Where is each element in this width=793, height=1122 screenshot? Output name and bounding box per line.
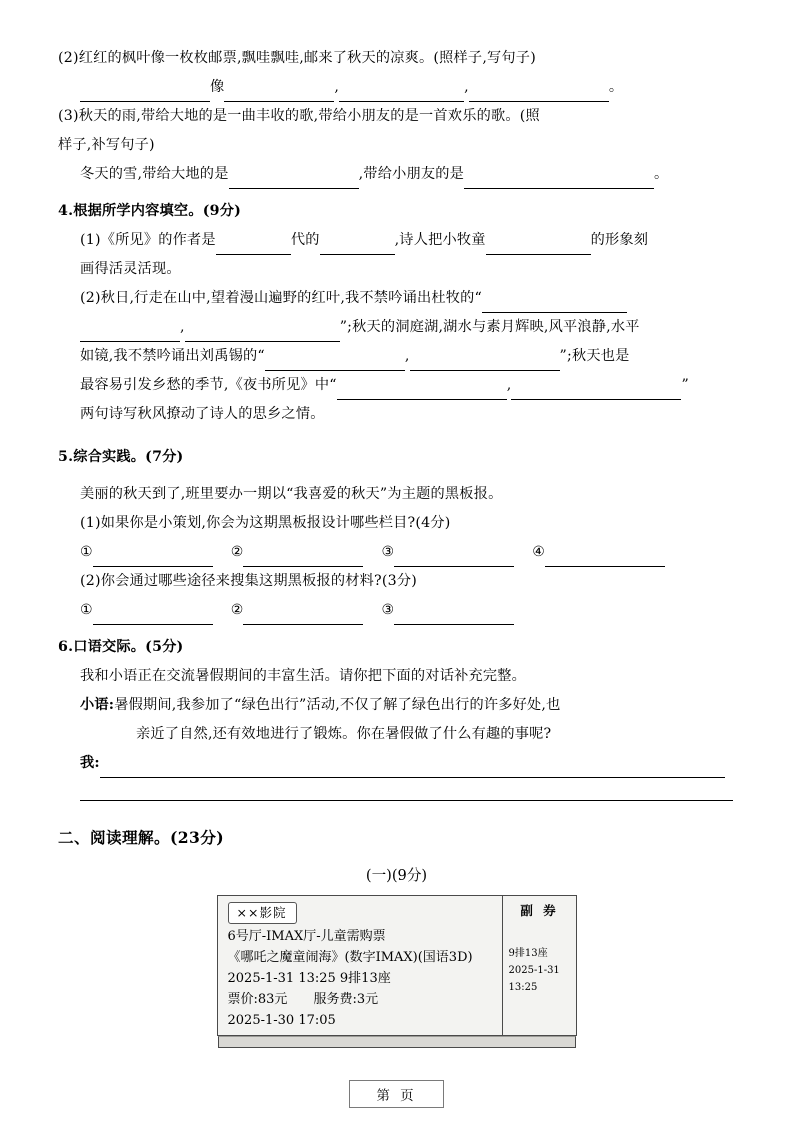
question-4-item-1-cont: 画得活灵活现。 <box>80 261 181 277</box>
blank-marker: ④ <box>532 544 545 560</box>
question-4-item-2-line4 <box>58 371 735 400</box>
question-4-number: 4. <box>58 203 74 219</box>
answer-blank[interactable] <box>224 85 334 102</box>
question-6-title: 口语交际。(5分) <box>73 639 184 655</box>
question-5-heading <box>58 443 735 472</box>
question-4-item-2-line2 <box>58 313 735 342</box>
answer-blank[interactable] <box>93 608 213 625</box>
blank-group-1 <box>80 538 213 567</box>
answer-prefix: 像 <box>210 79 225 95</box>
answer-blank[interactable] <box>394 550 514 567</box>
comma: , <box>180 319 185 335</box>
item-text: ”;秋天也是 <box>559 348 630 364</box>
item-text: 的形象刻 <box>590 232 649 248</box>
question-5-sub2: (2)你会通过哪些途径来搜集这期黑板报的材料?(3分) <box>80 573 417 589</box>
comma: , <box>464 79 469 95</box>
question-2-stem: (2)红红的枫叶像一枚枚邮票,飘哇飘哇,邮来了秋天的凉爽。(照样子,写句子) <box>58 50 536 66</box>
answer-blank[interactable] <box>464 172 654 189</box>
item-text: 如镜,我不禁吟诵出刘禹锡的“ <box>80 348 265 364</box>
question-4-heading <box>58 197 735 226</box>
question-6-number: 6. <box>58 639 74 655</box>
blank-marker: ② <box>230 544 244 560</box>
question-3-stem-line2: 样子,补写句子) <box>58 137 155 153</box>
item-text: ”;秋天的洞庭湖,湖水与素月辉映,风平浪静,水平 <box>339 319 640 335</box>
item-text: ,诗人把小牧童 <box>394 232 486 248</box>
item-text: (1)《所见》的作者是 <box>80 232 216 248</box>
question-4-title: 根据所学内容填空。(9分) <box>73 203 241 219</box>
question-2-answer-row <box>58 73 735 102</box>
answer-blank[interactable] <box>243 608 363 625</box>
ticket-print-time: 2025-1-30 17:05 <box>227 1013 336 1028</box>
blank-marker: ② <box>230 602 244 618</box>
stub-seat: 9排13座 <box>508 948 548 959</box>
blank-marker: ① <box>80 544 93 560</box>
answer-text-b: ,带给小朋友的是 <box>358 166 465 182</box>
answer-blank[interactable] <box>320 238 395 255</box>
answer-blank[interactable] <box>80 325 180 342</box>
blank-marker: ③ <box>381 544 395 560</box>
stub-title: 副 券 <box>520 903 559 918</box>
question-5-sub1: (1)如果你是小策划,你会为这期黑板报设计哪些栏目?(4分) <box>80 515 451 531</box>
question-3-stem-line1: (3)秋天的雨,带给大地的是一曲丰收的歌,带给小朋友的是一首欢乐的歌。(照 <box>58 108 540 124</box>
blank-group-3 <box>363 596 514 625</box>
speaker-xiaoyu-label: 小语: <box>80 697 115 713</box>
answer-blank[interactable] <box>394 608 514 625</box>
blank-group-2 <box>213 538 364 567</box>
answer-blank[interactable] <box>337 383 507 400</box>
question-6-heading <box>58 633 735 662</box>
page-number-label: 第 页 <box>349 1080 443 1108</box>
blank-group-3 <box>363 538 514 567</box>
page-footer <box>0 1080 793 1108</box>
question-5-intro: 美丽的秋天到了,班里要办一期以“我喜爱的秋天”为主题的黑板报。 <box>80 486 503 502</box>
item-text: 最容易引发乡愁的季节,《夜书所见》中“ <box>80 377 337 393</box>
answer-blank[interactable] <box>216 238 291 255</box>
ticket-price-row <box>228 989 494 1010</box>
period: 。 <box>608 79 624 95</box>
item-text: 代的 <box>290 232 320 248</box>
ticket-service-fee: 服务费:3元 <box>313 992 379 1007</box>
period: 。 <box>654 166 669 182</box>
answer-blank[interactable] <box>339 85 464 102</box>
question-5-title: 综合实践。(7分) <box>73 449 184 465</box>
cinema-name-tag: ××影院 <box>228 902 298 924</box>
question-4-item-2-line1 <box>58 284 735 313</box>
answer-blank[interactable] <box>482 296 627 313</box>
question-3-answer-row <box>58 160 735 189</box>
movie-ticket <box>217 895 577 1036</box>
item-text: (2)秋日,行走在山中,望着漫山遍野的红叶,我不禁吟诵出杜牧的“ <box>80 290 482 306</box>
ticket-main-section <box>218 896 502 1035</box>
section-2-heading: 二、阅读理解。(23分) <box>58 828 225 847</box>
stub-date: 2025-1-31 <box>508 965 560 976</box>
movie-ticket-figure <box>58 895 735 1036</box>
question-6-answer-row <box>58 749 735 778</box>
ticket-hall-line: 6号厅-IMAX厅-儿童需购票 <box>227 929 386 944</box>
ticket-movie-title: 《哪吒之魔童闹海》(数字IMAX)(国语3D) <box>227 950 473 965</box>
question-6-answer-line-2 <box>58 778 735 801</box>
answer-blank[interactable] <box>265 354 405 371</box>
section-2-subheading: (一)(9分) <box>365 867 428 884</box>
question-4-item-1 <box>58 226 735 255</box>
ticket-price: 票价:83元 <box>227 992 288 1007</box>
comma: , <box>334 79 340 95</box>
answer-blank[interactable] <box>80 85 210 102</box>
comma: , <box>506 377 512 393</box>
answer-blank[interactable] <box>545 550 665 567</box>
question-6-dialog-line1 <box>58 691 735 720</box>
ticket-datetime-seat: 2025-1-31 13:25 9排13座 <box>227 971 391 986</box>
stub-time: 13:25 <box>508 982 538 993</box>
question-6-intro: 我和小语正在交流暑假期间的丰富生活。请你把下面的对话补充完整。 <box>80 668 527 684</box>
answer-blank[interactable] <box>100 761 725 778</box>
blank-group-2 <box>213 596 364 625</box>
blank-marker: ③ <box>381 602 395 618</box>
comma: , <box>404 348 410 364</box>
speaker-me-label: 我: <box>80 755 100 771</box>
answer-blank[interactable] <box>185 325 340 342</box>
answer-blank[interactable] <box>469 85 609 102</box>
answer-blank[interactable] <box>93 550 213 567</box>
question-5-number: 5. <box>58 449 74 465</box>
question-6-dialog-line2: 亲近了自然,还有效地进行了锻炼。你在暑假做了什么有趣的事呢? <box>136 726 552 742</box>
speaker-xiaoyu-text: 暑假期间,我参加了“绿色出行”活动,不仅了解了绿色出行的许多好处,也 <box>114 697 561 713</box>
answer-blank[interactable] <box>243 550 363 567</box>
answer-blank[interactable] <box>229 172 359 189</box>
question-5-sub1-blanks <box>58 538 735 567</box>
answer-blank[interactable] <box>410 354 560 371</box>
question-5-sub2-blanks <box>58 596 735 625</box>
quote-close: ” <box>681 377 689 393</box>
blank-group-4 <box>514 538 665 567</box>
question-4-item-2-line5: 两句诗写秋风撩动了诗人的思乡之情。 <box>80 406 325 422</box>
ticket-bottom-strip <box>218 1036 576 1048</box>
blank-group-1 <box>80 596 213 625</box>
answer-text-a: 冬天的雪,带给大地的是 <box>80 166 229 182</box>
question-4-item-2-line3 <box>58 342 735 371</box>
blank-marker: ① <box>80 602 93 618</box>
ticket-stub-section <box>502 896 576 1035</box>
answer-blank[interactable] <box>511 383 681 400</box>
answer-blank[interactable] <box>486 238 591 255</box>
